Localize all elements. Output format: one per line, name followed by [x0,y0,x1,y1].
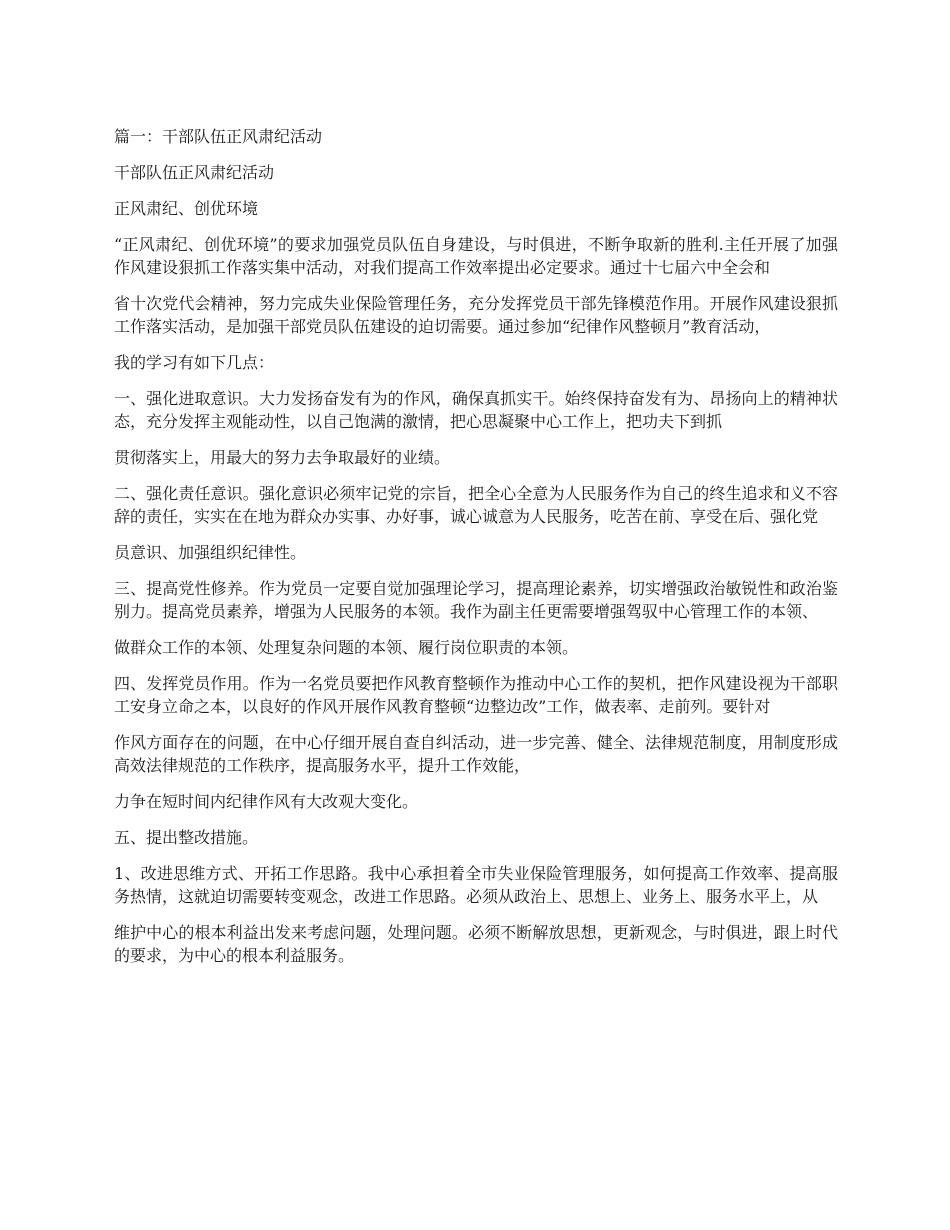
paragraph: 贯彻落实上，用最大的努力去争取最好的业绩。 [114,448,451,467]
paragraph: 员意识、加强组织纪律性。 [114,543,307,562]
paragraph: 三、提高党性修养。作为党员一定要自觉加强理论学习，提高理论素养，切实增强政治敏锐性和政治鉴别力。提高党员素养，增强为人民服务的本领。我作为副主任更需要增强驾驭中心管理工作的本领、 [114,579,838,621]
paragraph: 维护中心的根本利益出发来考虑问题，处理问题。必须不断解放思想，更新观念，与时俱进，跟上时代的要求，为中心的根本利益服务。 [114,923,838,965]
paragraph: 我的学习有如下几点： [114,353,275,372]
paragraph: 做群众工作的本领、处理复杂问题的本领、履行岗位职责的本领。 [114,638,579,657]
paragraph: “正风肃纪、创优环境”的要求加强党员队伍自身建设，与时俱进，不断争取新的胜利.主任开展了加强作风建设狠抓工作落实集中活动，对我们提高工作效率提出必定要求。通过十七届六中全会和 [114,235,838,277]
paragraph: 四、发挥党员作用。作为一名党员要把作风教育整顿作为推动中心工作的契机，把作风建设视为干部职工安身立命之本，以良好的作风开展作风教育整顿“边整边改”工作，做表率、走前列。要针对 [114,674,838,716]
paragraph: 五、提出整改措施。 [114,828,259,847]
paragraph: 力争在短时间内纪律作风有大改观大变化。 [114,792,419,811]
paragraph: 二、强化责任意识。强化意识必须牢记党的宗旨，把全心全意为人民服务作为自己的终生追求和义不容辞的责任，实实在在地为群众办实事、办好事，诚心诚意为人民服务，吃苦在前、享受在后、强化党 [114,484,838,526]
article-subtitle: 正风肃纪、创优环境 [114,199,259,218]
paragraph: 作风方面存在的问题，在中心仔细开展自查自纠活动，进一步完善、健全、法律规范制度，用制度形成高效法律规范的工作秩序，提高服务水平，提升工作效能， [114,733,838,775]
article-title: 干部队伍正风肃纪活动 [114,163,275,182]
paragraph: 1、改进思维方式、开拓工作思路。我中心承担着全市失业保险管理服务，如何提高工作效率、提高服务热情，这就迫切需要转变观念，改进工作思路。必须从政治上、思想上、业务上、服务水平上，从 [114,864,838,906]
paragraph: 一、强化进取意识。大力发扬奋发有为的作风，确保真抓实干。始终保持奋发有为、昂扬向上的精神状态，充分发挥主观能动性，以自己饱满的激情，把心思凝聚中心工作上，把功夫下到抓 [114,389,838,431]
document-body [114,125,838,980]
section-heading: 篇一：干部队伍正风肃纪活动 [114,127,323,146]
paragraph: 省十次党代会精神，努力完成失业保险管理任务，充分发挥党员干部先锋模范作用。开展作风建设狠抓工作落实活动，是加强干部党员队伍建设的迫切需要。通过参加“纪律作风整顿月”教育活动， [114,294,838,336]
